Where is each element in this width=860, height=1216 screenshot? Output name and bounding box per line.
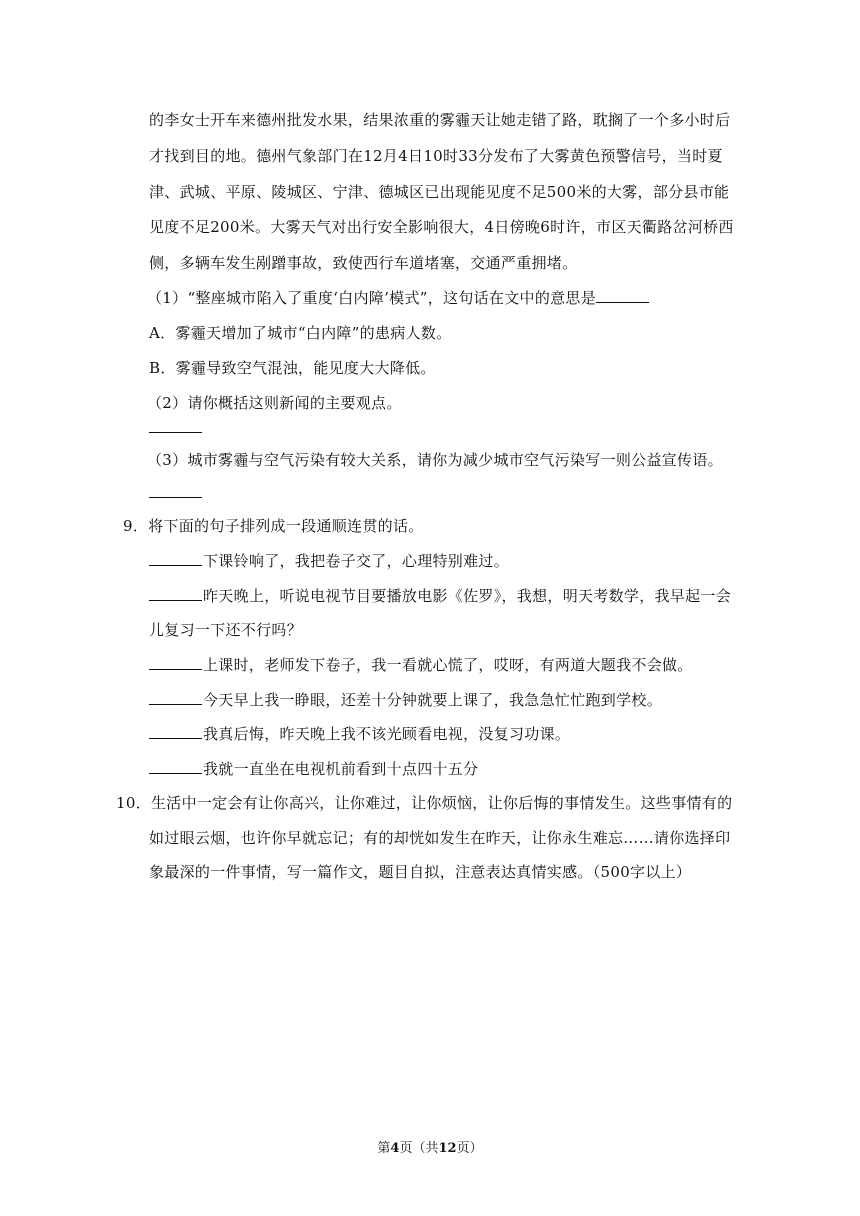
- q9-sentence-text: 下课铃响了，我把卷子交了，心理特别难过。: [203, 552, 510, 570]
- answer-blank[interactable]: [149, 759, 202, 774]
- answer-blank[interactable]: [149, 724, 202, 739]
- q9-sentence-text: 今天早上我一睁眼，还差十分钟就要上课了，我急急忙忙跑到学校。: [203, 691, 663, 709]
- answer-blank[interactable]: [149, 432, 202, 433]
- answer-blank[interactable]: [149, 497, 202, 498]
- q10-line-1: 10．生活中一定会有让你高兴，让你难过，让你烦恼，让你后悔的事情发生。这些事情有的: [116, 794, 733, 812]
- answer-blank[interactable]: [149, 690, 202, 705]
- q10-line-2: 如过眼云烟，也许你早就忘记；有的却恍如发生在昨天，让你永生难忘……请你选择印: [149, 829, 731, 847]
- footer-total-pages: 12: [438, 1141, 457, 1156]
- q8-sub1: [147, 288, 650, 308]
- q9-sentence-text: 上课时，老师发下卷子，我一看就心慌了，哎呀，有两道大题我不会做。: [203, 656, 693, 674]
- footer-middle: 页（共: [399, 1141, 439, 1156]
- footer-page-number: 4: [390, 1141, 400, 1156]
- q9-sentence-6: [149, 759, 478, 779]
- passage-line-5: 侧，多辆车发生剐蹭事故，致使西行车道堵塞，交通严重拥堵。: [149, 254, 578, 272]
- q9-sentence-2-cont: 儿复习一下还不行吗？: [149, 621, 303, 639]
- q9-sentence-2: [149, 586, 731, 606]
- q9-sentence-3: [149, 655, 693, 675]
- answer-blank[interactable]: [149, 655, 202, 670]
- q8-sub2: （2）请你概括这则新闻的主要观点。: [147, 394, 402, 412]
- q9-sentence-text: 我就一直坐在电视机前看到十点四十五分: [203, 760, 479, 778]
- footer-suffix: 页）: [456, 1141, 483, 1156]
- footer-prefix: 第: [377, 1141, 391, 1156]
- q9-title: 9．将下面的句子排列成一段通顺连贯的话。: [123, 517, 424, 535]
- q8-sub1-text: （1）“整座城市陷入了重度‘白内障’模式”，这句话在文中的意思是: [147, 289, 597, 307]
- q8-sub3: （3）城市雾霾与空气污染有较大关系，请你为减少城市空气污染写一则公益宣传语。: [147, 451, 723, 469]
- q9-sentence-text: 昨天晚上，听说电视节目要播放电影《佐罗》，我想，明天考数学，我早起一会: [203, 587, 732, 605]
- q8-option-b: B．雾霾导致空气混浊，能见度大大降低。: [149, 359, 436, 377]
- q9-sentence-1: [149, 551, 509, 571]
- answer-blank[interactable]: [596, 288, 649, 303]
- q9-sentence-text: 我真后悔，昨天晚上我不该光顾看电视，没复习功课。: [203, 725, 571, 743]
- passage-line-4: 见度不足200米。大雾天气对出行安全影响很大，4日傍晚6时许，市区天衢路岔河桥西: [149, 218, 734, 236]
- q8-option-a: A．雾霾天增加了城市“白内障”的患病人数。: [149, 324, 452, 342]
- q9-sentence-5: [149, 724, 570, 744]
- q9-sentence-4: [149, 690, 662, 710]
- passage-line-1: 的李女士开车来德州批发水果，结果浓重的雾霾天让她走错了路，耽搁了一个多小时后: [149, 111, 731, 129]
- page-footer: [0, 1140, 860, 1158]
- answer-blank[interactable]: [149, 586, 202, 601]
- passage-line-3: 津、武城、平原、陵城区、宁津、德城区已出现能见度不足500米的大雾，部分县市能: [149, 183, 730, 201]
- passage-line-2: 才找到目的地。德州气象部门在12月4日10时33分发布了大雾黄色预警信号，当时夏: [149, 147, 723, 165]
- q10-line-3: 象最深的一件事情，写一篇作文，题目自拟，注意表达真情实感。（500字以上）: [149, 863, 692, 881]
- answer-blank[interactable]: [149, 551, 202, 566]
